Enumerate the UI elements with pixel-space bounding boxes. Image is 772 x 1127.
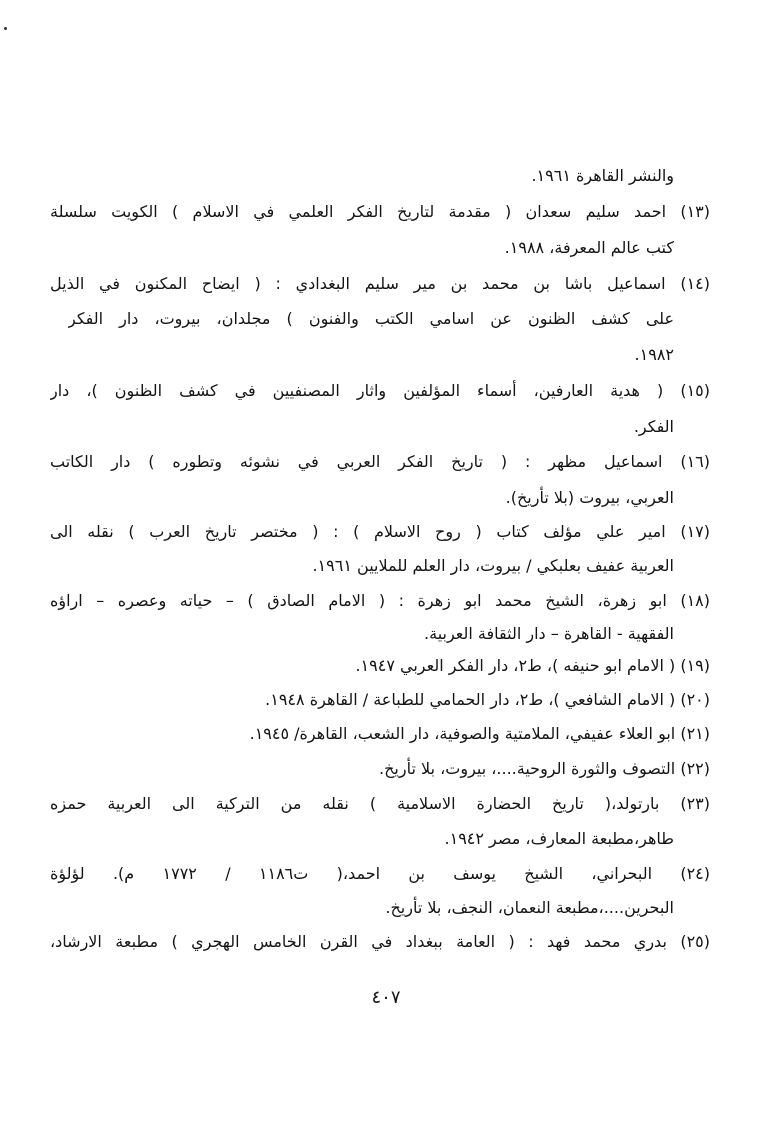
reference-line: ١٩٨٢. bbox=[634, 345, 674, 364]
scan-dot bbox=[4, 27, 7, 30]
reference-line: على كشف الظنون عن اسامي الكتب والفنون ) مجلدان، بيروت، دار الفكر bbox=[68, 309, 674, 328]
reference-line: الفقهية - القاهرة – دار الثقافة العربية. bbox=[424, 624, 674, 643]
reference-line: (٢٢) التصوف والثورة الروحية....، بيروت، بلا تأريخ. bbox=[379, 759, 710, 778]
reference-line: والنشر القاهرة ١٩٦١. bbox=[531, 166, 674, 185]
reference-line: (٢١) ابو العلاء عفيفي، الملامتية والصوفية، دار الشعب، القاهرة/ ١٩٤٥. bbox=[249, 724, 710, 743]
page-number: ٤٠٧ bbox=[371, 987, 401, 1008]
reference-line: (١٦) اسماعيل مظهر : ( تاريخ الفكر العربي في نشوئه وتطوره ) دار الكاتب bbox=[50, 452, 710, 471]
reference-line: الفكر. bbox=[633, 417, 674, 436]
reference-line: العربية عفيف بعلبكي / بيروت، دار العلم للملايين ١٩٦١. bbox=[312, 556, 674, 575]
reference-line: كتب عالم المعرفة، ١٩٨٨. bbox=[504, 238, 674, 257]
reference-line: طاهر،مطبعة المعارف، مصر ١٩٤٢. bbox=[444, 829, 674, 848]
reference-line: (١٤) اسماعيل باشا بن محمد بن مير سليم البغدادي : ( ايضاح المكنون في الذيل bbox=[50, 274, 710, 293]
reference-line: (١٧) امير علي مؤلف كتاب ( روح الاسلام ) : ( مختصر تاريخ العرب ) نقله الى bbox=[50, 522, 710, 541]
reference-line: (١٨) ابو زهرة، الشيخ محمد ابو زهرة : ( الامام الصادق ) – حياته وعصره – اراؤه bbox=[50, 591, 710, 610]
reference-line: (٢٤) البحراني، الشيخ يوسف بن احمد،( ت١١٨٦ / ١٧٧٢ م). لؤلؤة bbox=[50, 864, 710, 883]
reference-line: (١٥) ( هدية العارفين، أسماء المؤلفين واثار المصنفيين في كشف الظنون )، دار bbox=[50, 381, 710, 400]
reference-line: (٢٠) ( الامام الشافعي )، ط٢، دار الحمامي للطباعة / القاهرة ١٩٤٨. bbox=[265, 690, 710, 709]
reference-line: البحرين....،مطبعة النعمان، النجف، بلا تأريخ. bbox=[385, 898, 674, 917]
reference-line: (١٣) احمد سليم سعدان ( مقدمة لتاريخ الفكر العلمي في الاسلام ) الكويت سلسلة bbox=[50, 202, 710, 221]
reference-line: (٢٥) بدري محمد فهد : ( العامة ببغداد في القرن الخامس الهجري ) مطبعة الارشاد، bbox=[50, 932, 710, 951]
reference-line: العربي، بيروت (بلا تأريخ). bbox=[505, 488, 674, 507]
reference-line: (١٩) ( الامام ابو حنيفه )، ط٢، دار الفكر العربي ١٩٤٧. bbox=[355, 656, 710, 675]
reference-line: (٢٣) بارتولد،( تاريخ الحضارة الاسلامية ) نقله من التركية الى العربية حمزه bbox=[50, 794, 710, 813]
